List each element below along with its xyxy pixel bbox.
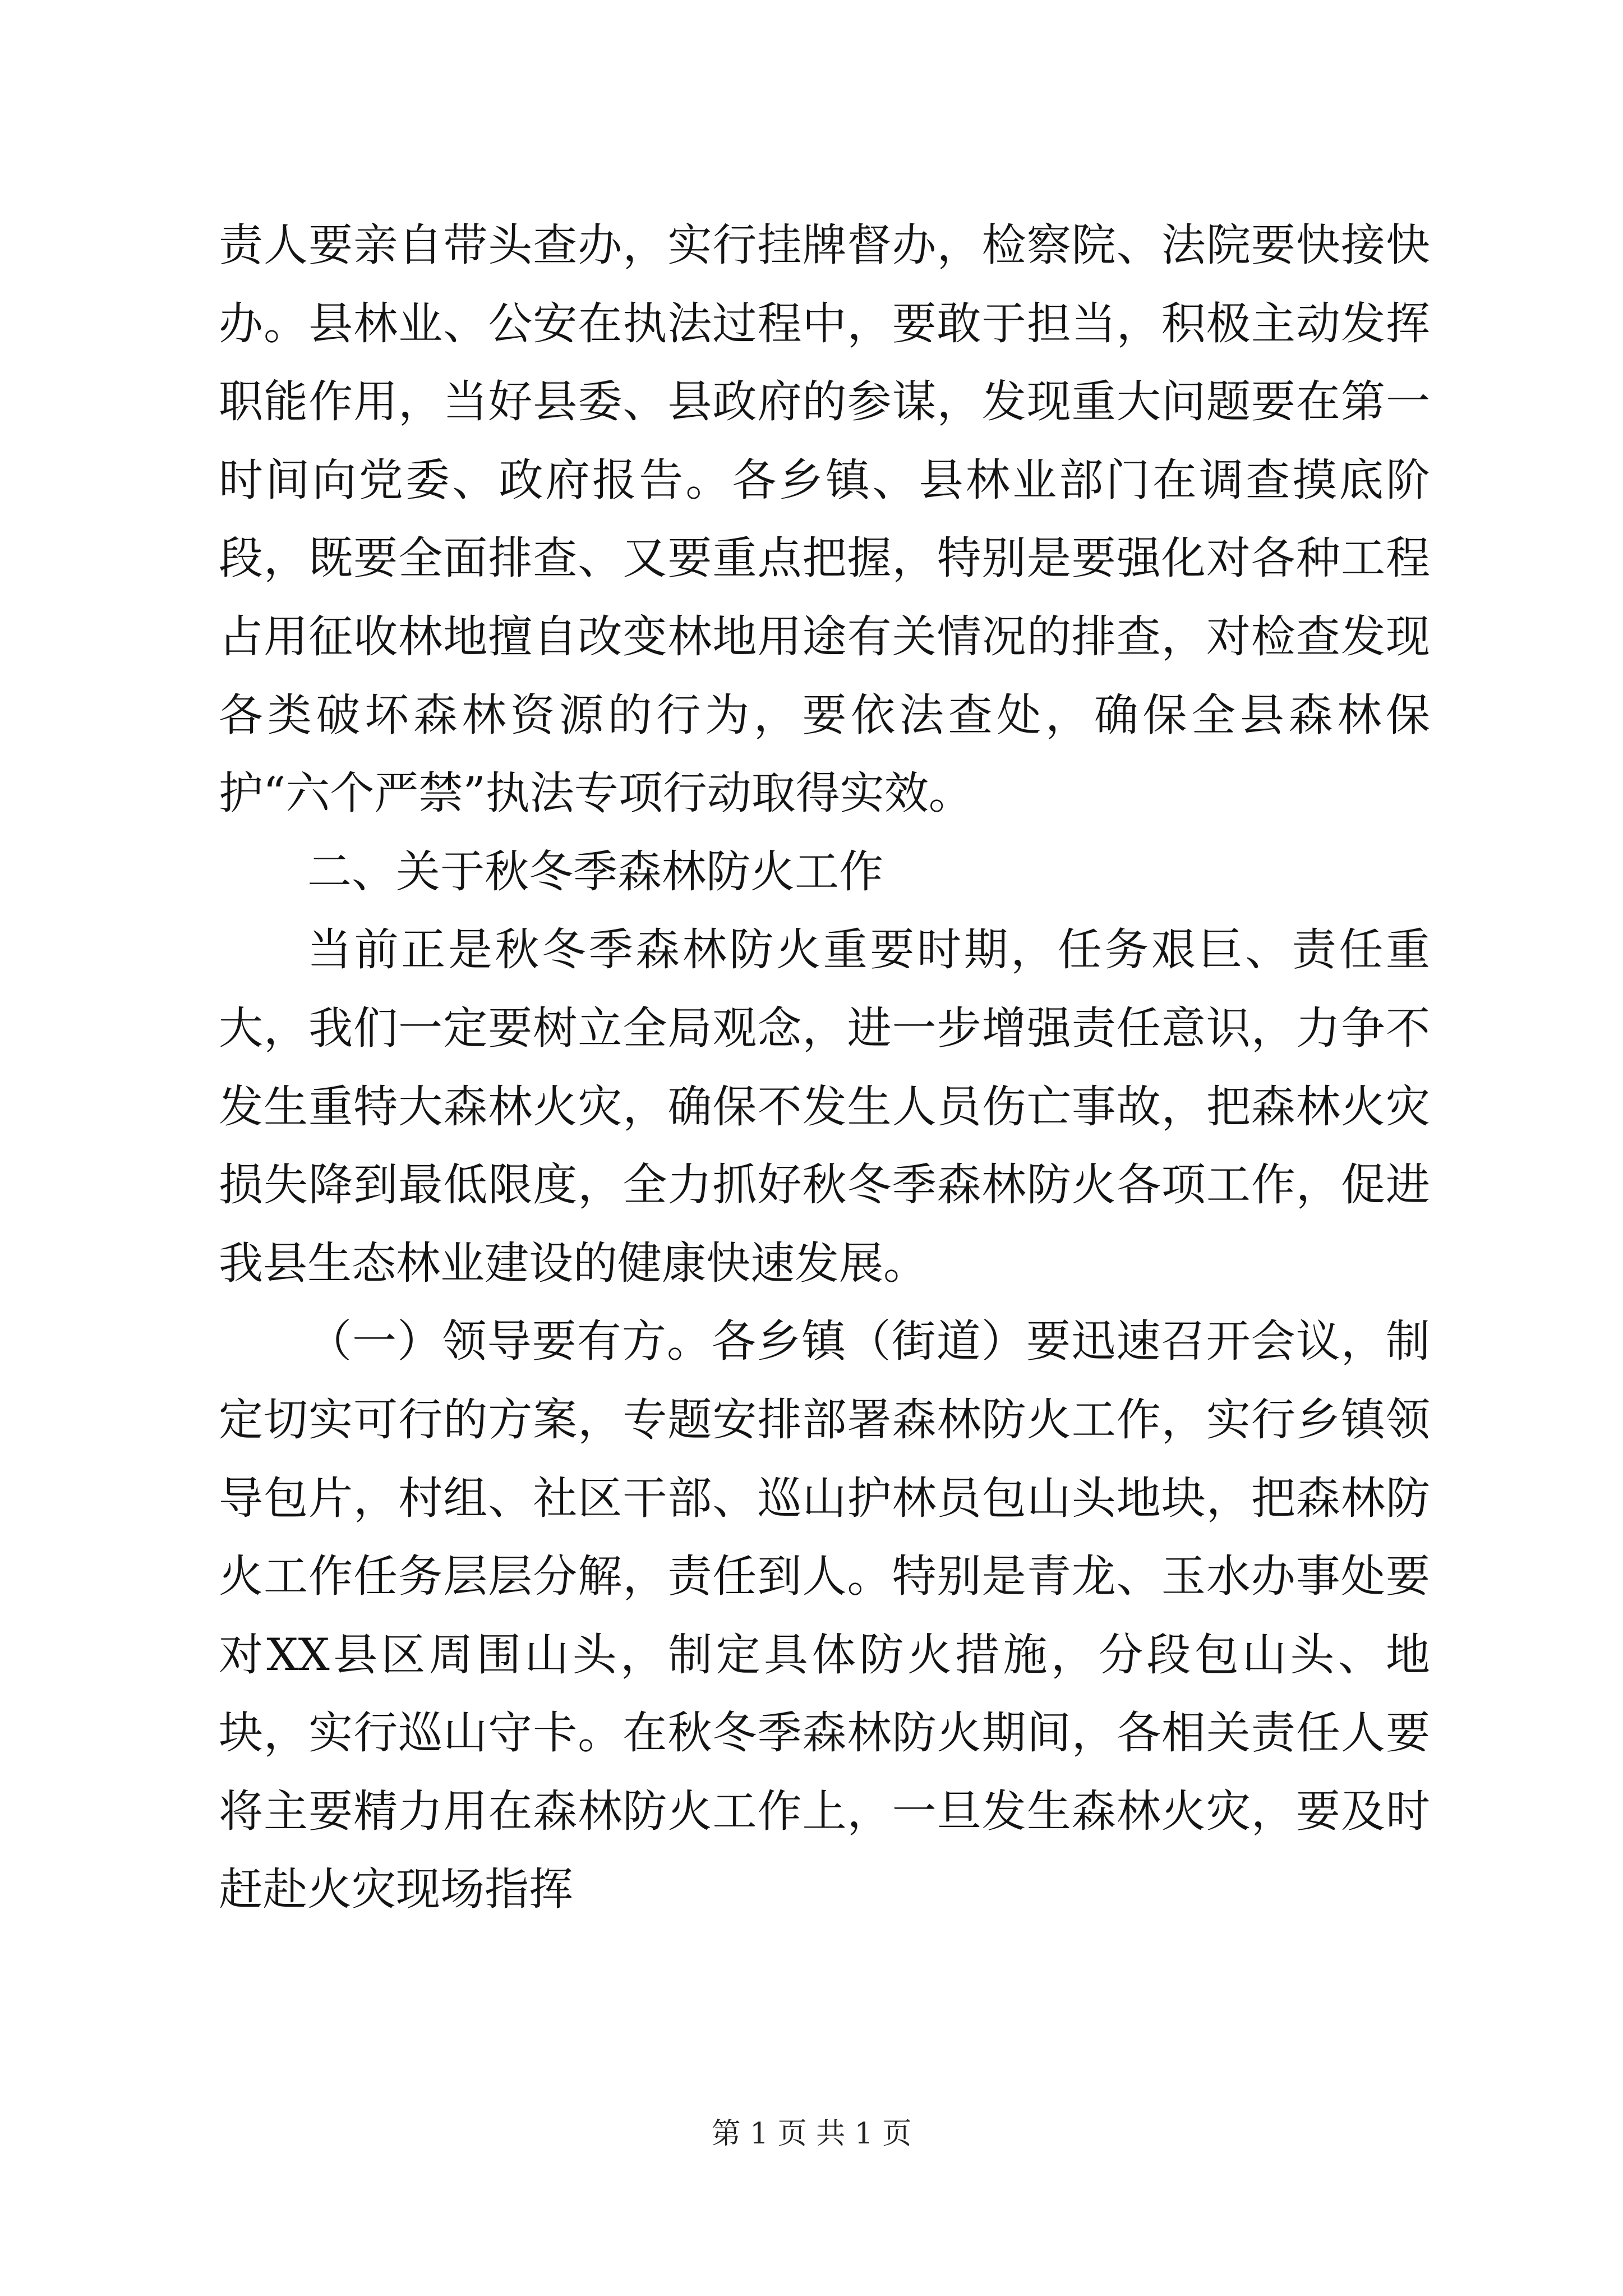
- document-body: [219, 206, 1430, 1929]
- paragraph-continuation: 责人要亲自带头查办，实行挂牌督办，检察院、法院要快接快办。县林业、公安在执法过程中，要敢于担当，积极主动发挥职能作用，当好县委、县政府的参谋，发现重大问题要在第一时间向党委、政府报告。各乡镇、县林业部门在调查摸底阶段，既要全面排查、又要重点把握，特别是要强化对各种工程占用征收林地擅自改变林地用途有关情况的排查，对检查发现各类破坏森林资源的行为，要依法查处，确保全县森林保护“六个严禁”执法专项行动取得实效。: [219, 219, 1430, 820]
- section-heading: 二、关于秋冬季森林防火工作: [307, 845, 883, 898]
- page-footer: 第 1 页 共 1 页: [711, 2117, 912, 2151]
- paragraph-leadership: （一）领导要有方。各乡镇（街道）要迅速召开会议，制定切实可行的方案，专题安排部署森林防火工作，实行乡镇领导包片，村组、社区干部、巡山护林员包山头地块，把森林防火工作任务层层分解，责任到人。特别是青龙、玉水办事处要对XX县区周围山头，制定具体防火措施，分段包山头、地块，实行巡山守卡。在秋冬季森林防火期间，各相关责任人要将主要精力用在森林防火工作上，一旦发生森林火灾，要及时赶赴火灾现场指挥: [219, 1315, 1430, 1916]
- paragraph-context: 当前正是秋冬季森林防火重要时期，任务艰巨、责任重大，我们一定要树立全局观念，进一步增强责任意识，力争不发生重特大森林火灾，确保不发生人员伤亡事故，把森林火灾损失降到最低限度，全力抓好秋冬季森林防火各项工作，促进我县生态林业建设的健康快速发展。: [219, 924, 1430, 1289]
